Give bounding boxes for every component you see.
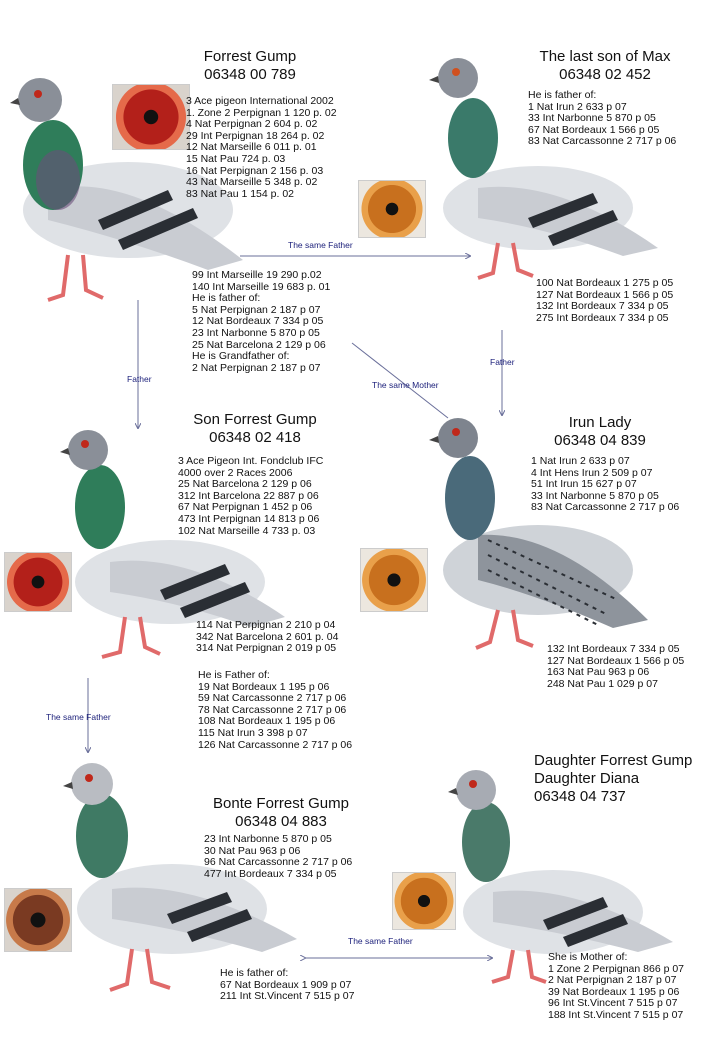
result-line: 2 Nat Perpignan 2 187 p 07	[192, 361, 321, 374]
results-last-son-a	[528, 90, 676, 148]
result-line: He is Father of:	[198, 669, 270, 681]
title-last-son-of-max	[510, 48, 700, 84]
result-line: Daughter Forrest Gump	[534, 752, 693, 769]
result-line: 83 Nat Carcassonne 2 717 p 06	[528, 135, 677, 148]
result-line: 59 Nat Carcassonne 2 717 p 06	[198, 692, 347, 705]
result-line: 114 Nat Perpignan 2 210 p 04	[196, 619, 336, 631]
father-label-1: Father	[127, 374, 152, 384]
result-line: 115 Nat Irun 3 398 p 07	[198, 726, 308, 739]
result-line: 1 Nat Irun 2 633 p 07	[531, 455, 630, 467]
result-line: 342 Nat Barcelona 2 601 p. 04	[196, 630, 339, 643]
result-line: 06348 02 418	[209, 429, 301, 446]
result-line: 4 Int Hens Irun 2 509 p 07	[531, 466, 653, 479]
result-line: The last son of Max	[539, 48, 671, 65]
result-line: 3 Ace Pigeon Int. Fondclub IFC	[178, 455, 324, 467]
result-line: 67 Nat Perpignan 1 452 p 06	[178, 501, 313, 514]
result-line: 108 Nat Bordeaux 1 195 p 06	[198, 715, 336, 728]
results-irun-a	[531, 456, 679, 514]
results-son-a	[178, 456, 323, 537]
result-line: 275 Int Bordeaux 7 334 p 05	[536, 311, 669, 324]
result-line: 29 Int Perpignan 18 264 p. 02	[186, 129, 325, 142]
result-line: 43 Nat Marseille 5 348 p. 02	[186, 176, 318, 189]
result-line: 248 Nat Pau 1 029 p 07	[547, 677, 658, 690]
result-line: 4000 over 2 Races 2006	[178, 466, 293, 479]
result-line: 25 Nat Barcelona 2 129 p 06	[178, 478, 312, 491]
eye-photo-son-forrest-gump	[4, 552, 72, 612]
result-line: 473 Int Perpignan 14 813 p 06	[178, 512, 320, 525]
result-line: 211 Int St.Vincent 7 515 p 07	[220, 990, 355, 1003]
result-line: 3 Ace pigeon International 2002	[186, 95, 334, 107]
result-line: 477 Int Bordeaux 7 334 p 05	[204, 867, 337, 880]
result-line: 99 Int Marseille 19 290 p.02	[192, 269, 322, 281]
result-line: 127 Nat Bordeaux 1 566 p 05	[547, 654, 685, 667]
same-mother-label: The same Mother	[372, 380, 439, 390]
result-line: 78 Nat Carcassonne 2 717 p 06	[198, 703, 347, 716]
title-forrest-gump	[180, 48, 320, 84]
result-line: 25 Nat Barcelona 2 129 p 06	[192, 338, 326, 351]
results-son-c	[198, 670, 352, 751]
result-line: 06348 00 789	[204, 66, 296, 83]
result-line: Forrest Gump	[203, 48, 297, 65]
result-line: 23 Int Narbonne 5 870 p 05	[204, 833, 332, 845]
result-line: 19 Nat Bordeaux 1 195 p 06	[198, 680, 330, 693]
result-line: 1 Nat Irun 2 633 p 07	[528, 100, 627, 113]
title-bonte-forrest-gump	[196, 795, 366, 831]
result-line: 132 Int Bordeaux 7 334 p 05	[547, 643, 680, 655]
results-forrest-gump-b	[192, 270, 330, 374]
result-line: 96 Int St.Vincent 7 515 p 07	[548, 997, 678, 1010]
same-father-label-2: The same Father	[46, 712, 111, 722]
result-line: 140 Int Marseille 19 683 p. 01	[192, 280, 331, 293]
result-line: He is Grandfather of:	[192, 350, 290, 363]
eye-photo-bonte	[4, 888, 72, 952]
result-line: 39 Nat Bordeaux 1 195 p 06	[548, 985, 680, 998]
result-line: 1 Zone 2 Perpignan 866 p 07	[548, 962, 685, 975]
result-line: 67 Nat Bordeaux 1 909 p 07	[220, 978, 352, 991]
result-line: He is father of:	[220, 967, 289, 979]
results-daughter-a	[548, 952, 684, 1022]
result-line: 96 Nat Carcassonne 2 717 p 06	[204, 856, 353, 869]
result-line: Irun Lady	[568, 414, 632, 431]
result-line: 314 Nat Perpignan 2 019 p 05	[196, 642, 337, 655]
result-line: 06348 04 737	[534, 788, 626, 805]
result-line: 127 Nat Bordeaux 1 566 p 05	[536, 288, 674, 301]
result-line: 06348 02 452	[559, 66, 651, 83]
result-line: He is father of:	[528, 89, 597, 101]
result-line: 15 Nat Pau 724 p. 03	[186, 152, 286, 165]
result-line: He is father of:	[192, 292, 261, 305]
result-line: 126 Nat Carcassonne 2 717 p 06	[198, 738, 353, 751]
result-line: 312 Int Barcelona 22 887 p 06	[178, 489, 319, 502]
result-line: 2 Nat Perpignan 2 187 p 07	[548, 974, 677, 987]
result-line: 4 Nat Perpignan 2 604 p. 02	[186, 118, 318, 131]
result-line: 30 Nat Pau 963 p 06	[204, 844, 301, 857]
result-line: 83 Nat Carcassonne 2 717 p 06	[531, 501, 680, 514]
result-line: 06348 04 883	[235, 813, 327, 830]
result-line: 16 Nat Perpignan 2 156 p. 03	[186, 164, 324, 177]
father-label-2: Father	[490, 357, 515, 367]
results-bonte-a	[204, 834, 352, 880]
result-line: Daughter Diana	[534, 770, 640, 787]
same-father-label-3: The same Father	[348, 936, 413, 946]
result-line: 06348 04 839	[554, 432, 646, 449]
result-line: 67 Nat Bordeaux 1 566 p 05	[528, 123, 660, 136]
results-irun-b	[547, 644, 684, 690]
result-line: Son Forrest Gump	[193, 411, 317, 428]
result-line: 132 Int Bordeaux 7 334 p 05	[536, 300, 669, 313]
result-line: 12 Nat Marseille 6 011 p. 01	[186, 141, 317, 154]
result-line: 188 Int St.Vincent 7 515 p 07	[548, 1008, 684, 1021]
result-line: Bonte Forrest Gump	[213, 795, 349, 812]
eye-photo-daughter	[392, 872, 456, 930]
title-son-forrest-gump	[180, 411, 330, 447]
result-line: 33 Int Narbonne 5 870 p 05	[531, 489, 659, 502]
title-daughter-forrest-gump	[534, 752, 710, 806]
eye-photo-forrest-gump	[112, 84, 190, 150]
result-line: 5 Nat Perpignan 2 187 p 07	[192, 303, 321, 316]
results-bonte-b	[220, 968, 354, 1003]
eye-photo-lastson	[358, 180, 426, 238]
result-line: 102 Nat Marseille 4 733 p. 03	[178, 524, 316, 537]
title-irun-lady	[540, 414, 660, 450]
results-son-b	[196, 620, 338, 655]
result-line: 163 Nat Pau 963 p 06	[547, 666, 650, 679]
result-line: 12 Nat Bordeaux 7 334 p 05	[192, 315, 324, 328]
same-father-label-1: The same Father	[288, 240, 353, 250]
result-line: 33 Int Narbonne 5 870 p 05	[528, 112, 656, 125]
result-line: 100 Nat Bordeaux 1 275 p 05	[536, 277, 674, 289]
result-line: 83 Nat Pau 1 154 p. 02	[186, 187, 294, 200]
result-line: 1. Zone 2 Perpignan 1 120 p. 02	[186, 106, 337, 119]
result-line: She is Mother of:	[548, 951, 628, 963]
eye-photo-irun-lady	[360, 548, 428, 612]
result-line: 51 Int Irun 15 627 p 07	[531, 478, 637, 491]
results-forrest-gump-a	[186, 96, 337, 200]
result-line: 23 Int Narbonne 5 870 p 05	[192, 326, 320, 339]
results-last-son-b	[536, 278, 673, 324]
